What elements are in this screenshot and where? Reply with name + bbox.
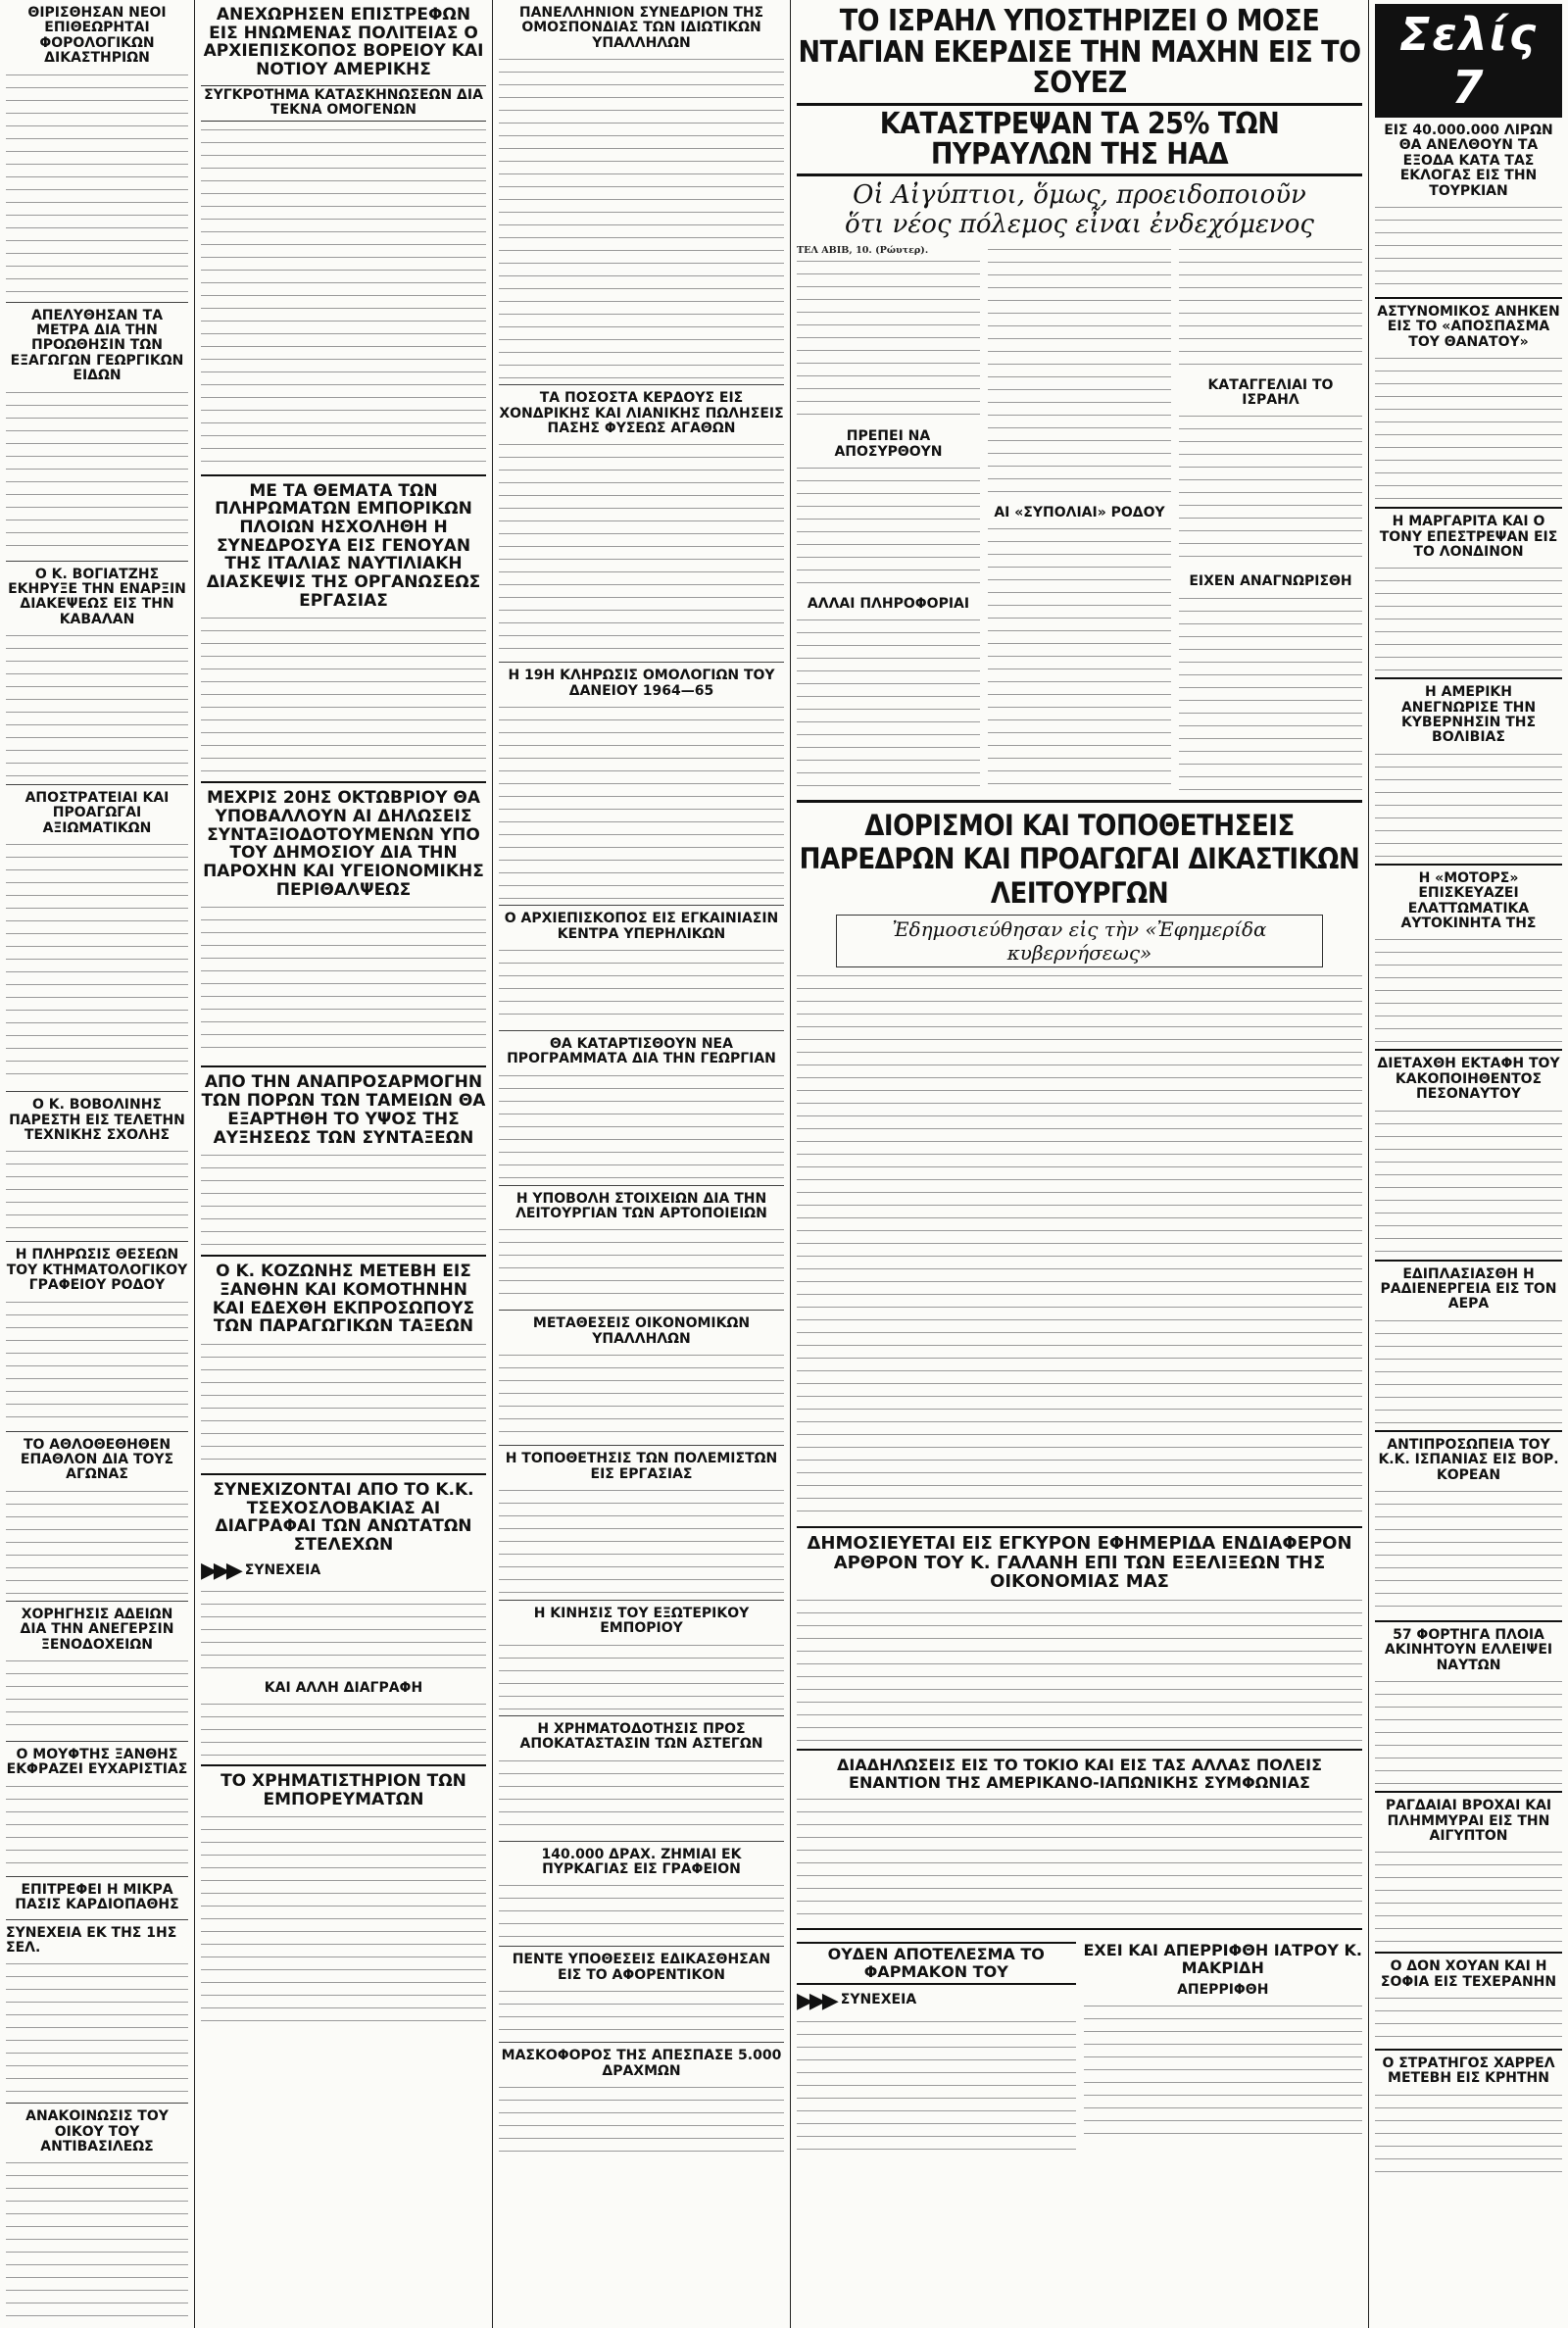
main-article-columns bbox=[797, 245, 1362, 794]
continuation-marker bbox=[797, 1989, 1076, 2013]
article-text bbox=[201, 1151, 486, 1249]
story bbox=[797, 1936, 1076, 2154]
divider bbox=[1375, 1260, 1562, 1262]
main-section bbox=[791, 0, 1368, 2328]
headline: ΧΟΡΗΓΗΣΙΣ ΑΔΕΙΩΝ ΔΙΑ ΤΗΝ ΑΝΕΓΕΡΣΙΝ ΞΕΝΟΔΟΧΕΙΩΝ bbox=[20, 1606, 174, 1653]
divider bbox=[1375, 2049, 1562, 2051]
article-text bbox=[1375, 935, 1562, 1043]
article-text bbox=[499, 1225, 784, 1304]
dateline: ΤΕΛ ΑΒΙΒ, 10. (Ρώυτερ). bbox=[797, 244, 929, 256]
divider bbox=[797, 1928, 1362, 1930]
article-text bbox=[499, 55, 784, 378]
headline: Ο ΔΟΝ ΧΟΥΑΝ ΚΑΙ Η ΣΟΦΙΑ ΕΙΣ ΤΕΧΕΡΑΝΗΝ bbox=[1380, 1958, 1557, 1990]
article-text bbox=[499, 1757, 784, 1835]
article-text bbox=[797, 1795, 1362, 1922]
divider bbox=[201, 1473, 486, 1475]
article-text bbox=[1375, 203, 1562, 291]
headline: ΑΠΟ ΤΗΝ ΑΝΑΠΡΟΣΑΡΜΟΓΗΝ ΤΩΝ ΠΟΡΩΝ ΤΩΝ ΤΑΜΕΙΩΝ ΘΑ ΕΞΑΡΤΗΘΗ ΤΟ ΥΨΟΣ ΤΗΣ ΑΥΞΗΣΕΩΣ ΤΩΝ ΣΥΝΤΑΞΕΩΝ bbox=[201, 1072, 486, 1148]
subheadline: ΚΑΙ ΑΛΛΗ ΔΙΑΓΡΑΦΗ bbox=[264, 1679, 423, 1696]
article-text bbox=[499, 1881, 784, 1940]
article-text bbox=[1375, 354, 1562, 501]
divider bbox=[499, 1600, 784, 1601]
headline: ΘΑ ΚΑΤΑΡΤΙΣΘΟΥΝ ΝΕΑ ΠΡΟΓΡΑΜΜΑΤΑ ΔΙΑ ΤΗΝ ΓΕΩΡΓΙΑΝ bbox=[507, 1035, 776, 1067]
article-text bbox=[6, 1782, 188, 1870]
divider bbox=[201, 1255, 486, 1257]
continuation-marker bbox=[201, 1559, 486, 1583]
divider bbox=[6, 1091, 188, 1092]
article-text bbox=[6, 1487, 188, 1595]
article-text bbox=[499, 2083, 784, 2161]
article-text bbox=[6, 1657, 188, 1735]
headline: Η 19Η ΚΛΗΡΩΣΙΣ ΟΜΟΛΟΓΙΩΝ ΤΟΥ ΔΑΝΕΙΟΥ 1964—65 bbox=[508, 668, 775, 699]
headline: ΤΟ ΑΘΛΟΘΕΘΗΘΕΝ ΕΠΑΘΛΟΝ ΔΙΑ ΤΟΥΣ ΑΓΩΝΑΣ bbox=[20, 1436, 174, 1483]
article-text bbox=[1375, 1848, 1562, 1946]
headline: ΠΕΝΤΕ ΥΠΟΘΕΣΕΙΣ ΕΔΙΚΑΣΘΗΣΑΝ ΕΙΣ ΤΟ ΑΦΟΡΕΝΤΙΚΟΝ bbox=[512, 1952, 771, 1983]
divider bbox=[1375, 507, 1562, 509]
divider bbox=[1375, 1430, 1562, 1432]
italic-subheadline: Οἱ Αἰγύπτιοι, ὅμως, προειδοποιοῦν bbox=[853, 179, 1306, 210]
divider bbox=[797, 1526, 1362, 1528]
article-text bbox=[201, 1340, 486, 1467]
divider bbox=[6, 1876, 188, 1877]
headline: ΕΠΙΤΡΕΦΕΙ Η ΜΙΚΡΑ ΠΑΣΙΣ ΚΑΡΔΙΟΠΑΘΗΣ bbox=[15, 1881, 179, 1913]
headline: Ο ΑΡΧΙΕΠΙΣΚΟΠΟΣ ΕΙΣ ΕΓΚΑΙΝΙΑΣΙΝ ΚΕΝΤΡΑ ΥΠΕΡΗΛΙΚΩΝ bbox=[504, 911, 779, 942]
subheadline: ΕΙΧΕΝ ΑΝΑΓΝΩΡΙΣΘΗ bbox=[1189, 573, 1352, 590]
main-headline: ΤΟ ΙΣΡΑΗΛ ΥΠΟΣΤΗΡΙΖΕΙ Ο ΜΟΣΕ ΝΤΑΓΙΑΝ ΕΚΕΡΔΙΣΕ ΤΗΝ ΜΑΧΗΝ ΕΙΣ ΤΟ ΣΟΥΕΖ bbox=[798, 4, 1361, 100]
headline: Ο Κ. ΚΟΖΩΝΗΣ ΜΕΤΕΒΗ ΕΙΣ ΞΑΝΘΗΝ ΚΑΙ ΚΟΜΟΤΗΝΗΝ ΚΑΙ ΕΔΕΧΘΗ ΕΚΠΡΟΣΩΠΟΥΣ ΤΩΝ ΠΑΡΑΓΩΓΙΚΩΝ ΤΑΞΕΩΝ bbox=[212, 1262, 475, 1337]
article-text bbox=[797, 616, 980, 793]
headline: ΜΕΧΡΙΣ 20ΗΣ ΟΚΤΩΒΡΙΟΥ ΘΑ ΥΠΟΒΑΛΛΟΥΝ ΑΙ ΔΗΛΩΣΕΙΣ ΣΥΝΤΑΞΙΟΔΟΤΟΥΜΕΝΩΝ ΥΠΟ ΤΟΥ ΔΗΜΟΣΙΟΥ ΔΙΑ ΤΗΝ ΠΑΡΟΧΗΝ ΚΑΙ ΥΓΕΙΟΝΟΜΙΚΗΣ ΠΕΡΙΘΑΛΨΕΩΣ bbox=[203, 788, 484, 900]
subheadline: ΠΡΕΠΕΙ ΝΑ ΑΠΟΣΥΡΘΟΥΝ bbox=[834, 428, 943, 460]
divider bbox=[1375, 297, 1562, 299]
headline: ΜΕ ΤΑ ΘΕΜΑΤΑ ΤΩΝ ΠΛΗΡΩΜΑΤΩΝ ΕΜΠΟΡΙΚΩΝ ΠΛΟΙΩΝ ΗΣΧΟΛΗΘΗ Η ΣΥΝΕΔΡΟΣΥΑ ΕΙΣ ΓΕΝΟΥΑΝ ΤΗΣ ΙΤΑΛΙΑΣ ΝΑΥΤΙΛΙΑΚΗ ΔΙΑΣΚΕΨΙΣ ΤΗΣ ΟΡΓΑΝΩΣΕΩΣ ΕΡΓΑΣΙΑΣ bbox=[206, 480, 481, 611]
article-text bbox=[499, 1987, 784, 2036]
arrow-icon: ▶▶▶ bbox=[797, 1988, 835, 2013]
section-headline: ΔΙΟΡΙΣΜΟΙ ΚΑΙ ΤΟΠΟΘΕΤΗΣΕΙΣ ΠΑΡΕΔΡΩΝ ΚΑΙ ΠΡΟΑΓΩΓΑΙ ΔΙΚΑΣΤΙΚΩΝ ΛΕΙΤΟΥΡΓΩΝ bbox=[799, 808, 1360, 911]
article-text bbox=[988, 245, 1171, 500]
article-text bbox=[499, 1351, 784, 1439]
headline: Ο ΣΤΡΑΤΗΓΟΣ ΧΑΡΡΕΛ ΜΕΤΕΒΗ ΕΙΣ ΚΡΗΤΗΝ bbox=[1382, 2056, 1555, 2087]
headline: ΤΑ ΠΟΣΟΣΤΑ ΚΕΡΔΟΥΣ ΕΙΣ ΧΟΝΔΡΙΚΗΣ ΚΑΙ ΛΙΑΝΙΚΗΣ ΠΩΛΗΣΕΙΣ ΠΑΣΗΣ ΦΥΣΕΩΣ ΑΓΑΘΩΝ bbox=[499, 390, 784, 436]
headline: Η ΚΙΝΗΣΙΣ ΤΟΥ ΕΞΩΤΕΡΙΚΟΥ ΕΜΠΟΡΙΟΥ bbox=[533, 1606, 750, 1637]
divider bbox=[1375, 864, 1562, 866]
headline: ΟΥΔΕΝ ΑΠΟΤΕΛΕΣΜΑ ΤΟ ΦΑΡΜΑΚΟΝ ΤΟΥ bbox=[797, 1942, 1076, 1984]
appointments-list bbox=[797, 971, 1362, 1520]
article-text bbox=[6, 388, 188, 555]
article-text bbox=[797, 1596, 1362, 1743]
divider bbox=[1375, 1952, 1562, 1954]
headline: ΑΝΑΚΟΙΝΩΣΙΣ ΤΟΥ ΟΙΚΟΥ ΤΟΥ ΑΝΤΙΒΑΣΙΛΕΩΣ bbox=[25, 2108, 169, 2155]
article-text bbox=[1084, 2002, 1363, 2139]
divider bbox=[499, 1310, 784, 1311]
article-text bbox=[499, 946, 784, 1024]
divider bbox=[201, 1065, 486, 1067]
headline: Η ΜΑΡΓΑΡΙΤΑ ΚΑΙ Ο ΤΟΝΥ ΕΠΕΣΤΡΕΨΑΝ ΕΙΣ ΤΟ ΛΟΝΔΙΝΟΝ bbox=[1379, 514, 1558, 560]
headline: ΜΑΣΚΟΦΟΡΟΣ ΤΗΣ ΑΠΕΣΠΑΣΕ 5.000 ΔΡΑΧΜΩΝ bbox=[501, 2048, 782, 2079]
market-listing bbox=[201, 1812, 486, 2028]
article-text bbox=[201, 1700, 486, 1758]
headline: 57 ΦΟΡΤΗΓΑ ΠΛΟΙΑ ΑΚΙΝΗΤΟΥΝ ΕΛΛΕΙΨΕΙ ΝΑΥΤΩΝ bbox=[1384, 1626, 1553, 1673]
headline: ΔΙΑΔΗΛΩΣΕΙΣ ΕΙΣ ΤΟ ΤΟΚΙΟ ΚΑΙ ΕΙΣ ΤΑΣ ΑΛΛΑΣ ΠΟΛΕΙΣ ΕΝΑΝΤΙΟΝ ΤΗΣ ΑΜΕΡΙΚΑΝΟ-ΙΑΠΩΝΙΚΗΣ ΣΥΜΦΩΝΙΑΣ bbox=[837, 1756, 1322, 1792]
divider bbox=[797, 1749, 1362, 1751]
arrow-icon: ▶▶▶ bbox=[201, 1558, 239, 1583]
article-text bbox=[499, 1071, 784, 1179]
article-text bbox=[6, 71, 188, 296]
article-text bbox=[1375, 1994, 1562, 2043]
headline: ΘΙΡΙΣΘΗΣΑΝ ΝΕΟΙ ΕΠΙΘΕΩΡΗΤΑΙ ΦΟΡΟΛΟΓΙΚΩΝ ΔΙΚΑΣΤΗΡΙΩΝ bbox=[27, 5, 167, 67]
article-text bbox=[201, 903, 486, 1060]
article-text bbox=[988, 524, 1171, 794]
divider bbox=[6, 1741, 188, 1742]
column-5 bbox=[1369, 0, 1568, 2328]
article-text bbox=[1179, 412, 1362, 569]
headline: Ο Κ. ΒΟΒΟΛΙΝΗΣ ΠΑΡΕΣΤΗ ΕΙΣ ΤΕΛΕΤΗΝ ΤΕΧΝΙΚΗΣ ΣΧΟΛΗΣ bbox=[9, 1097, 185, 1144]
headline: ΑΣΤΥΝΟΜΙΚΟΣ ΑΝΗΚΕΝ ΕΙΣ ΤΟ «ΑΠΟΣΠΑΣΜΑ ΤΟΥ ΘΑΝΑΤΟΥ» bbox=[1377, 303, 1560, 350]
divider bbox=[499, 1445, 784, 1446]
article-text bbox=[1375, 750, 1562, 858]
divider bbox=[6, 1919, 188, 1920]
text-column bbox=[988, 245, 1171, 794]
headline: ΜΕΤΑΘΕΣΕΙΣ ΟΙΚΟΝΟΜΙΚΩΝ ΥΠΑΛΛΗΛΩΝ bbox=[532, 1315, 751, 1347]
divider bbox=[797, 800, 1362, 803]
headline: ΡΑΓΔΑΙΑΙ ΒΡΟΧΑΙ ΚΑΙ ΠΛΗΜΜΥΡΑΙ ΕΙΣ ΤΗΝ ΑΙΓΥΠΤΟΝ bbox=[1385, 1798, 1552, 1844]
article-text bbox=[1375, 1677, 1562, 1785]
divider bbox=[499, 1841, 784, 1842]
divider bbox=[6, 561, 188, 562]
article-text bbox=[1179, 245, 1362, 372]
article-text bbox=[797, 257, 980, 423]
italic-subheadline: ὅτι νέος πόλεμος εἶναι ἐνδεχόμενος bbox=[845, 209, 1314, 239]
text-column bbox=[797, 245, 980, 794]
headline: ΕΧΕΙ ΚΑΙ ΑΠΕΡΡΙΦΘΗ ΙΑΤΡΟΥ Κ. ΜΑΚΡΙΔΗ bbox=[1083, 1941, 1363, 1978]
article-text bbox=[1179, 594, 1362, 794]
divider bbox=[499, 1946, 784, 1947]
divider bbox=[1375, 1791, 1562, 1793]
article-text bbox=[1375, 1107, 1562, 1254]
headline: ΠΑΝΕΛΛΗΝΙΟΝ ΣΥΝΕΔΡΙΟΝ ΤΗΣ ΟΜΟΣΠΟΝΔΙΑΣ ΤΩΝ ΙΔΙΩΤΙΚΩΝ ΥΠΑΛΛΗΛΩΝ bbox=[518, 5, 764, 51]
headline: ΑΝΤΙΠΡΟΣΩΠΕΙΑ ΤΟΥ Κ.Κ. ΙΣΠΑΝΙΑΣ ΕΙΣ ΒΟΡ. ΚΟΡΕΑΝ bbox=[1378, 1436, 1559, 1483]
headline: ΑΝΕΧΩΡΗΣΕΝ ΕΠΙΣΤΡΕΦΩΝ ΕΙΣ ΗΝΩΜΕΝΑΣ ΠΟΛΙΤΕΙΑΣ Ο ΑΡΧΙΕΠΙΣΚΟΠΟΣ ΒΟΡΕΙΟΥ ΚΑΙ ΝΟΤΙΟΥ ΑΜΕΡΙΚΗΣ bbox=[203, 5, 484, 80]
continuation-label: ΣΥΝΕΧΕΙΑ bbox=[840, 1992, 917, 2008]
subheadline: ΣΥΓΚΡΟΤΗΜΑ ΚΑΤΑΣΚΗΝΩΣΕΩΝ ΔΙΑ ΤΕΚΝΑ ΟΜΟΓΕΝΩΝ bbox=[201, 85, 486, 122]
column-3 bbox=[493, 0, 790, 2328]
headline: 140.000 ΔΡΑΧ. ΖΗΜΙΑΙ ΕΚ ΠΥΡΚΑΓΙΑΣ ΕΙΣ ΓΡΑΦΕΙΟΝ bbox=[541, 1846, 742, 1877]
divider bbox=[201, 474, 486, 476]
subheadline: ΑΛΛΑΙ ΠΛΗΡΟΦΟΡΙΑΙ bbox=[807, 595, 970, 612]
divider bbox=[6, 1601, 188, 1602]
divider bbox=[499, 1185, 784, 1186]
article-text bbox=[797, 464, 980, 591]
headline: ΕΔΙΠΛΑΣΙΑΣΘΗ Η ΡΑΔΙΕΝΕΡΓΕΙΑ ΕΙΣ ΤΟΝ ΑΕΡΑ bbox=[1380, 1265, 1557, 1313]
story bbox=[1084, 1936, 1363, 2154]
headline: ΔΗΜΟΣΙΕΥΕΤΑΙ ΕΙΣ ΕΓΚΥΡΟΝ ΕΦΗΜΕΡΙΔΑ ΕΝΔΙΑΦΕΡΟΝ ΑΡΘΡΟΝ ΤΟΥ Κ. ΓΑΛΑΝΗ ΕΠΙ ΤΩΝ ΕΞΕΛΙΞΕΩΝ ΤΗΣ ΟΙΚΟΝΟΜΙΑΣ ΜΑΣ bbox=[807, 1532, 1352, 1593]
divider bbox=[499, 1715, 784, 1716]
article-text bbox=[6, 1959, 188, 2097]
continuation-label: ΣΥΝΕΧΕΙΑ bbox=[244, 1561, 321, 1578]
headline: ΔΙΕΤΑΧΘΗ ΕΚΤΑΦΗ ΤΟΥ ΚΑΚΟΠΟΙΗΘΕΝΤΟΣ ΠΕΣΟΝΑΥΤΟΥ bbox=[1377, 1056, 1560, 1103]
divider bbox=[6, 1241, 188, 1242]
article-text bbox=[6, 1298, 188, 1425]
divider bbox=[499, 2042, 784, 2043]
article-text bbox=[1375, 2091, 1562, 2179]
article-text bbox=[499, 440, 784, 656]
bottom-stories bbox=[797, 1936, 1362, 2154]
article-text bbox=[6, 631, 188, 778]
headline: ΣΥΝΕΧΙΖΟΝΤΑΙ ΑΠΟ ΤΟ Κ.Κ. ΤΣΕΧΟΣΛΟΒΑΚΙΑΣ ΑΙ ΔΙΑΓΡΑΦΑΙ ΤΩΝ ΑΝΩΤΑΤΩΝ ΣΤΕΛΕΧΩΝ bbox=[213, 1479, 474, 1556]
subheadline: ΑΙ «ΣΥΠΟΛΙΑΙ» ΡΟΔΟΥ bbox=[994, 504, 1165, 520]
article-text bbox=[1375, 1487, 1562, 1614]
article-text bbox=[6, 2158, 188, 2328]
text-column bbox=[1179, 245, 1362, 794]
divider bbox=[201, 1764, 486, 1766]
page-number-logo: Σελίς 7 bbox=[1375, 4, 1562, 118]
article-text bbox=[499, 1486, 784, 1594]
divider bbox=[499, 662, 784, 663]
article-text bbox=[1375, 1316, 1562, 1424]
headline: Η ΥΠΟΒΟΛΗ ΣΤΟΙΧΕΙΩΝ ΔΙΑ ΤΗΝ ΛΕΙΤΟΥΡΓΙΑΝ ΤΩΝ ΑΡΤΟΠΟΙΕΙΩΝ bbox=[515, 1190, 767, 1222]
divider bbox=[6, 302, 188, 303]
headline: Ο ΜΟΥΦΤΗΣ ΞΑΝΘΗΣ ΕΚΦΡΑΖΕΙ ΕΥΧΑΡΙΣΤΙΑΣ bbox=[6, 1746, 188, 1778]
divider bbox=[499, 384, 784, 385]
article-text bbox=[499, 703, 784, 899]
headline: ΕΙΣ 40.000.000 ΛΙΡΩΝ ΘΑ ΑΝΕΛΘΟΥΝ ΤΑ ΕΞΟΔΑ ΚΑΤΑ ΤΑΣ ΕΚΛΟΓΑΣ ΕΙΣ ΤΗΝ ΤΟΥΡΚΙΑΝ bbox=[1384, 123, 1553, 199]
divider bbox=[499, 905, 784, 906]
divider bbox=[6, 784, 188, 785]
headline: ΤΟ ΧΡΗΜΑΤΙΣΤΗΡΙΟΝ ΤΩΝ ΕΜΠΟΡΕΥΜΑΤΩΝ bbox=[220, 1771, 466, 1809]
subheadline: ΑΠΕΡΡΙΦΘΗ bbox=[1177, 1981, 1269, 1998]
divider bbox=[6, 1431, 188, 1432]
divider bbox=[1375, 677, 1562, 679]
divider bbox=[6, 2103, 188, 2104]
headline: Η «ΜΟΤΟΡΣ» ΕΠΙΣΚΕΥΑΖΕΙ ΕΛΑΤΤΩΜΑΤΙΚΑ ΑΥΤΟΚΙΝΗΤΑ ΤΗΣ bbox=[1400, 869, 1537, 932]
article-text bbox=[201, 1587, 486, 1675]
column-1 bbox=[0, 0, 194, 2328]
divider bbox=[1375, 1049, 1562, 1051]
subheadline: ΚΑΤΑΓΓΕΛΙΑΙ ΤΟ ΙΣΡΑΗΛ bbox=[1207, 376, 1334, 408]
article-text bbox=[201, 125, 486, 469]
headline: ΑΠΟΣΤΡΑΤΕΙΑΙ ΚΑΙ ΠΡΟΑΓΩΓΑΙ ΑΞΙΩΜΑΤΙΚΩΝ bbox=[24, 790, 170, 836]
headline: Η ΤΟΠΟΘΕΤΗΣΙΣ ΤΩΝ ΠΟΛΕΜΙΣΤΩΝ ΕΙΣ ΕΡΓΑΣΙΑΣ bbox=[505, 1451, 778, 1482]
article-text bbox=[499, 1641, 784, 1709]
headline: Η ΧΡΗΜΑΤΟΔΟΤΗΣΙΣ ΠΡΟΣ ΑΠΟΚΑΤΑΣΤΑΣΙΝ ΤΩΝ ΑΣΤΕΓΩΝ bbox=[519, 1720, 763, 1753]
headline: ΑΠΕΛΥΘΗΣΑΝ ΤΑ ΜΕΤΡΑ ΔΙΑ ΤΗΝ ΠΡΟΩΘΗΣΙΝ ΤΩΝ ΕΞΑΓΩΓΩΝ ΓΕΩΡΓΙΚΩΝ ΕΙΔΩΝ bbox=[10, 307, 184, 384]
headline: Η ΑΜΕΡΙΚΗ ΑΝΕΓΝΩΡΙΣΕ ΤΗΝ ΚΥΒΕΡΝΗΣΙΝ ΤΗΣ ΒΟΛΙΒΙΑΣ bbox=[1400, 684, 1537, 746]
headline: Ο Κ. ΒΟΓΙΑΤΖΗΣ ΕΚΗΡΥΞΕ ΤΗΝ ΕΝΑΡΞΙΝ ΔΙΑΚΕΨΕΩΣ ΕΙΣ ΤΗΝ ΚΑΒΑΛΑΝ bbox=[8, 566, 186, 627]
headline: Η ΠΛΗΡΩΣΙΣ ΘΕΣΕΩΝ ΤΟΥ ΚΤΗΜΑΤΟΛΟΓΙΚΟΥ ΓΡΑΦΕΙΟΥ ΡΟΔΟΥ bbox=[6, 1247, 188, 1294]
italic-subheadline: Ἐδημοσιεύθησαν εἰς τὴν «Ἐφημερίδα κυβερνήσεως» bbox=[836, 915, 1323, 967]
article-text bbox=[6, 840, 188, 1085]
divider bbox=[201, 781, 486, 783]
continuation-label: ΣΥΝΕΧΕΙΑ ΕΚ ΤΗΣ 1ΗΣ ΣΕΛ. bbox=[6, 1924, 177, 1956]
column-2 bbox=[195, 0, 492, 2328]
divider bbox=[499, 1030, 784, 1031]
article-text bbox=[1375, 564, 1562, 671]
main-headline-2: ΚΑΤΑΣΤΡΕΨΑΝ ΤΑ 25% ΤΩΝ ΠΥΡΑΥΛΩΝ ΤΗΣ ΗΑΔ bbox=[797, 103, 1362, 176]
divider bbox=[1375, 1620, 1562, 1622]
article-text bbox=[6, 1147, 188, 1235]
article-text bbox=[201, 614, 486, 775]
article-text bbox=[797, 2017, 1076, 2155]
